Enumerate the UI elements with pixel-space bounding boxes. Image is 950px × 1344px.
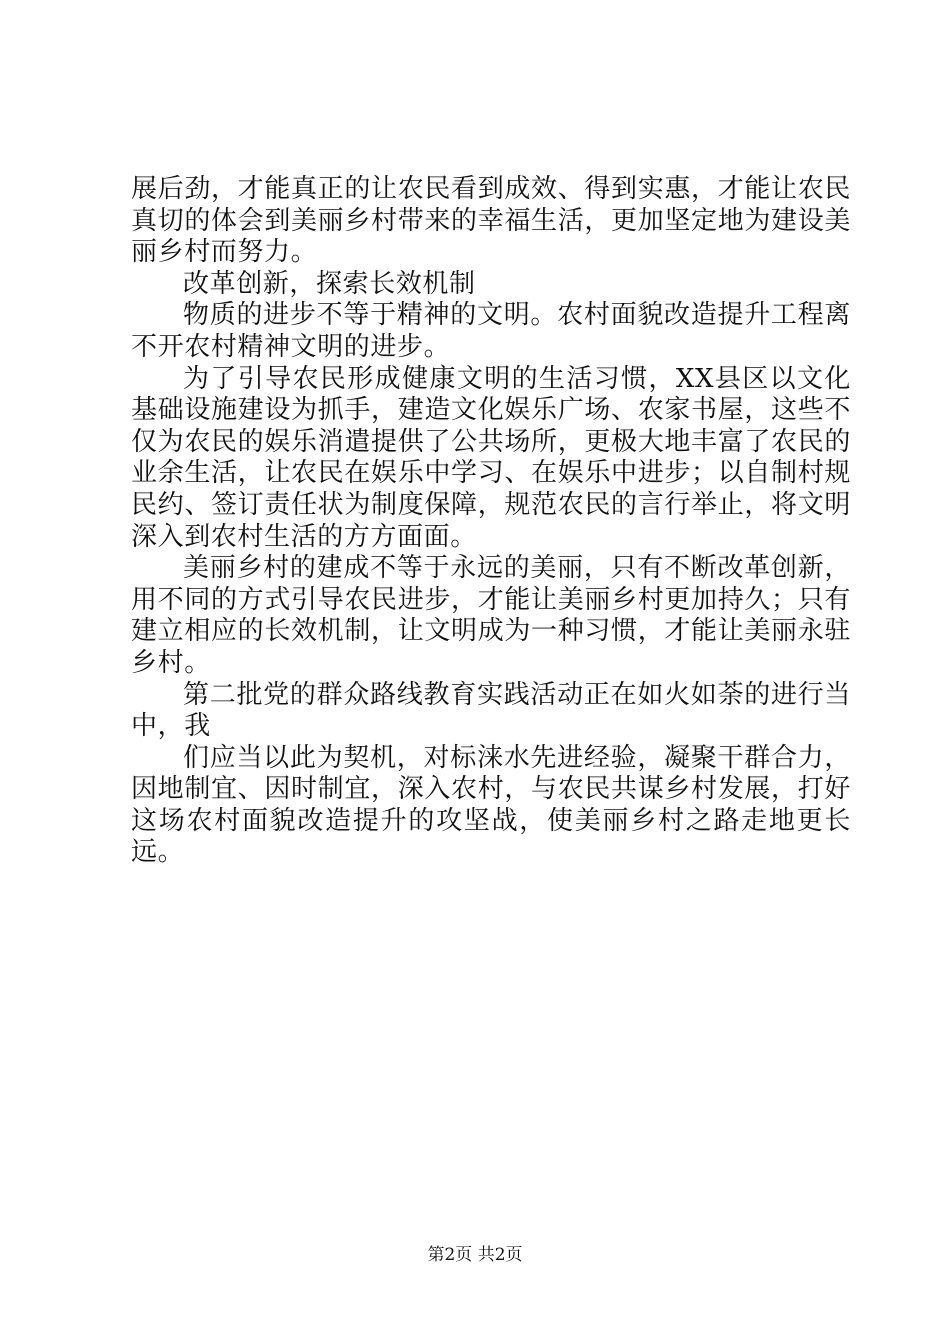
paragraph: 为了引导农民形成健康文明的生活习惯，XX县区以文化基础设施建设为抓手，建造文化娱乐广场、农家书屋，这些不仅为农民的娱乐消遣提供了公共场所，更极大地丰富了农民的业余生活，让农民在娱乐中学习、在娱乐中进步；以自制村规民约、签订责任状为制度保障，规范农民的言行举止，将文明深入到农村生活的方方面面。 (131, 363, 851, 552)
document-body (131, 174, 851, 869)
paragraph: 们应当以此为契机，对标涞水先进经验，凝聚干群合力，因地制宜、因时制宜，深入农村，与农民共谋乡村发展，打好这场农村面貌改造提升的攻坚战，使美丽乡村之路走地更长远。 (131, 742, 851, 868)
paragraph: 美丽乡村的建成不等于永远的美丽，只有不断改革创新，用不同的方式引导农民进步，才能让美丽乡村更加持久；只有建立相应的长效机制，让文明成为一种习惯，才能让美丽永驻乡村。 (131, 553, 851, 678)
paragraph-continuation: 展后劲，才能真正的让农民看到成效、得到实惠，才能让农民真切的体会到美丽乡村带来的幸福生活，更加坚定地为建设美丽乡村而努力。 (131, 174, 851, 268)
paragraph: 第二批党的群众路线教育实践活动正在如火如荼的进行当中，我 (131, 679, 851, 742)
section-heading: 改革创新，探索长效机制 (183, 268, 476, 299)
paragraph: 物质的进步不等于精神的文明。农村面貌改造提升工程离不开农村精神文明的进步。 (131, 300, 851, 362)
page-number-footer: 第2页 共2页 (427, 1245, 523, 1265)
